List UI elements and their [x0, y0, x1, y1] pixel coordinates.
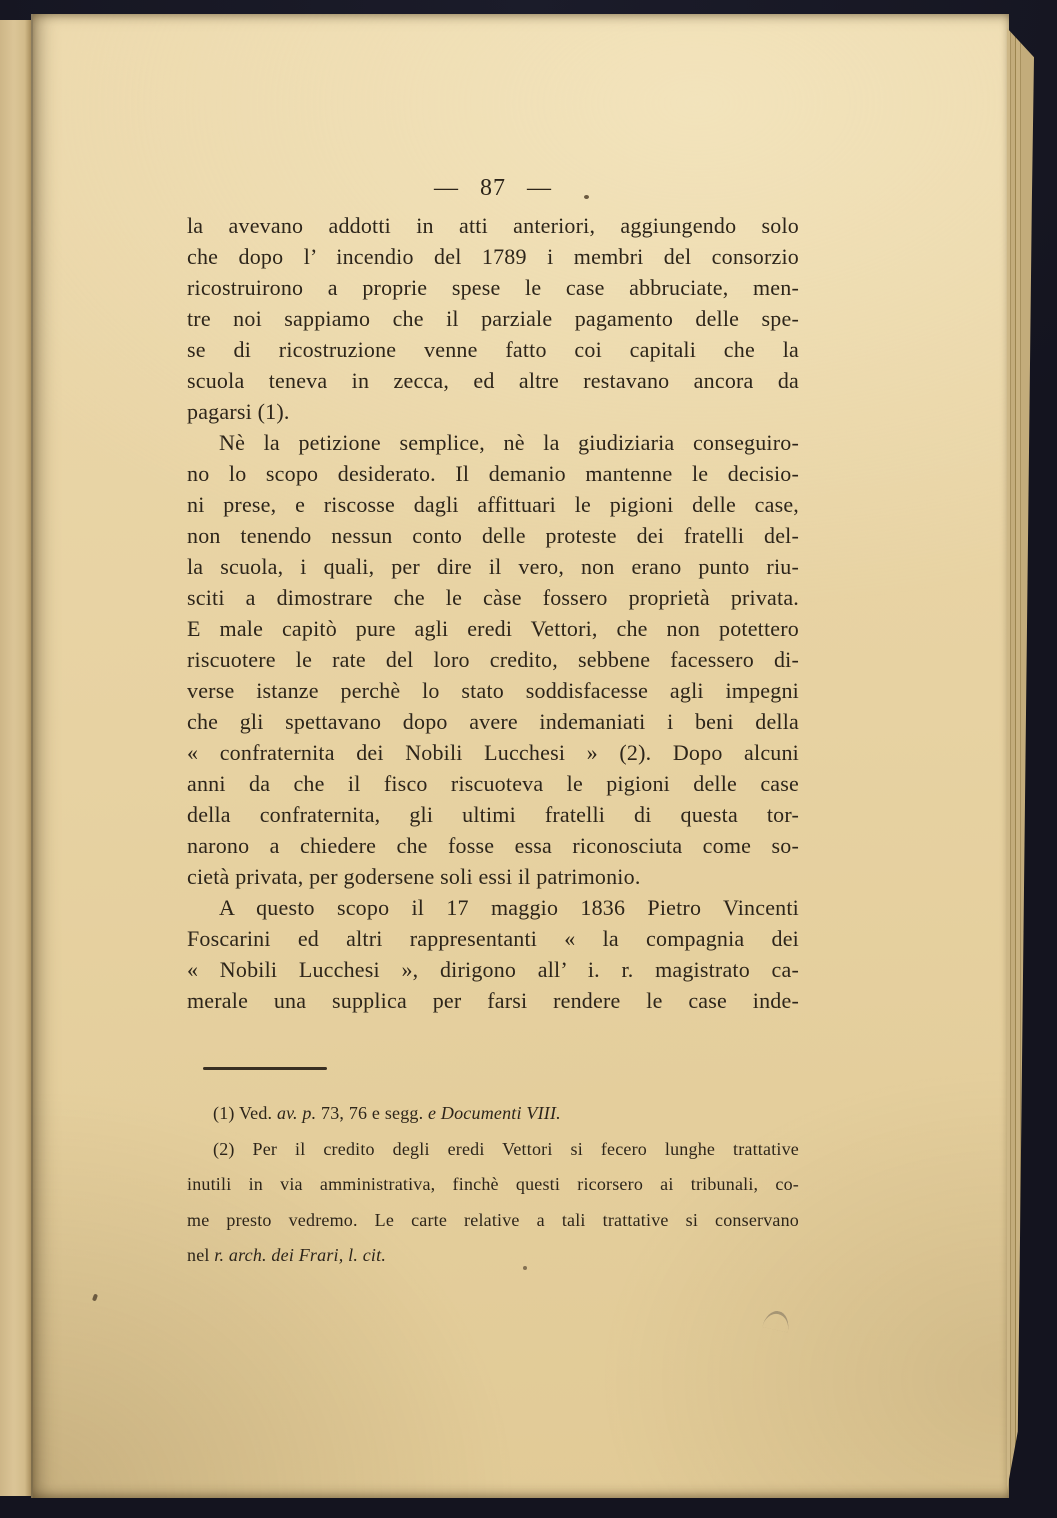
body-line: « Nobili Lucchesi », dirigono all’ i. r. magistrato ca- [187, 957, 799, 982]
body-line: E male capitò pure agli eredi Vettori, che non potettero [187, 616, 799, 641]
body-line: cietà privata, per godersene soli essi il patrimonio. [187, 864, 641, 889]
body-line: ricostruirono a proprie spese le case abbruciate, men- [187, 275, 799, 300]
page-number: — 87 — [434, 175, 552, 201]
body-line: se di ricostruzione venne fatto coi capitali che la [187, 337, 799, 362]
page-content [187, 166, 799, 1274]
body-line: riscuotere le rate del loro credito, sebbene facessero di- [187, 647, 799, 672]
body-line: merale una supplica per farsi rendere le case inde- [187, 988, 799, 1013]
footnote-line: (2) Per il credito degli eredi Vettori si fecero lunghe trattative [213, 1138, 799, 1159]
body-line: tre noi sappiamo che il parziale pagamento delle spe- [187, 306, 799, 331]
body-line: A questo scopo il 17 maggio 1836 Pietro Vincenti [219, 895, 799, 920]
footnote-line: nel r. arch. dei Frari, l. cit. [187, 1245, 387, 1265]
footnote-line: me presto vedremo. Le carte relative a tali trattative si conservano [187, 1209, 799, 1230]
body-line: che gli spettavano dopo avere indemaniati i beni della [187, 709, 799, 734]
page-edge-stack [1007, 28, 1034, 1490]
body-line: pagarsi (1). [187, 399, 290, 424]
body-line: anni da che il fisco riscuoteva le pigioni delle case [187, 771, 799, 796]
footnotes [187, 1096, 799, 1274]
ink-speck [584, 195, 589, 199]
body-line: non tenendo nessun conto delle proteste dei fratelli del- [187, 523, 799, 548]
body-line: della confraternita, gli ultimi fratelli di questa tor- [187, 802, 799, 827]
footnote-separator [203, 1067, 327, 1070]
body-line: no lo scopo desiderato. Il demanio mantenne le decisio- [187, 461, 799, 486]
pencil-mark [762, 1309, 791, 1333]
book-page [31, 14, 1009, 1498]
body-line: narono a chiedere che fosse essa riconosciuta come so- [187, 833, 799, 858]
body-text [187, 210, 799, 1016]
body-line: Foscarini ed altri rappresentanti « la compagnia dei [187, 926, 799, 951]
ink-speck [92, 1294, 98, 1302]
body-line: che dopo l’ incendio del 1789 i membri del consorzio [187, 244, 799, 269]
body-line: la avevano addotti in atti anteriori, aggiungendo solo [187, 213, 799, 238]
body-line: la scuola, i quali, per dire il vero, non erano punto riu- [187, 554, 799, 579]
ink-speck [523, 1266, 527, 1270]
body-line: Nè la petizione semplice, nè la giudiziaria conseguiro- [219, 430, 799, 455]
body-line: sciti a dimostrare che le càse fossero proprietà privata. [187, 585, 799, 610]
adjacent-page-edge [0, 20, 31, 1496]
footnote-line: inutili in via amministrativa, finchè questi ricorsero ai tribunali, co- [187, 1174, 799, 1194]
body-line: verse istanze perchè lo stato soddisfacesse agli impegni [187, 678, 799, 703]
body-line: ni prese, e riscosse dagli affittuari le pigioni delle case, [187, 492, 799, 517]
body-line: scuola teneva in zecca, ed altre restavano ancora da [187, 368, 799, 393]
footnote-line: (1) Ved. av. p. 73, 76 e segg. e Documenti VIII. [213, 1103, 561, 1123]
body-line: « confraternita dei Nobili Lucchesi » (2). Dopo alcuni [187, 740, 799, 765]
